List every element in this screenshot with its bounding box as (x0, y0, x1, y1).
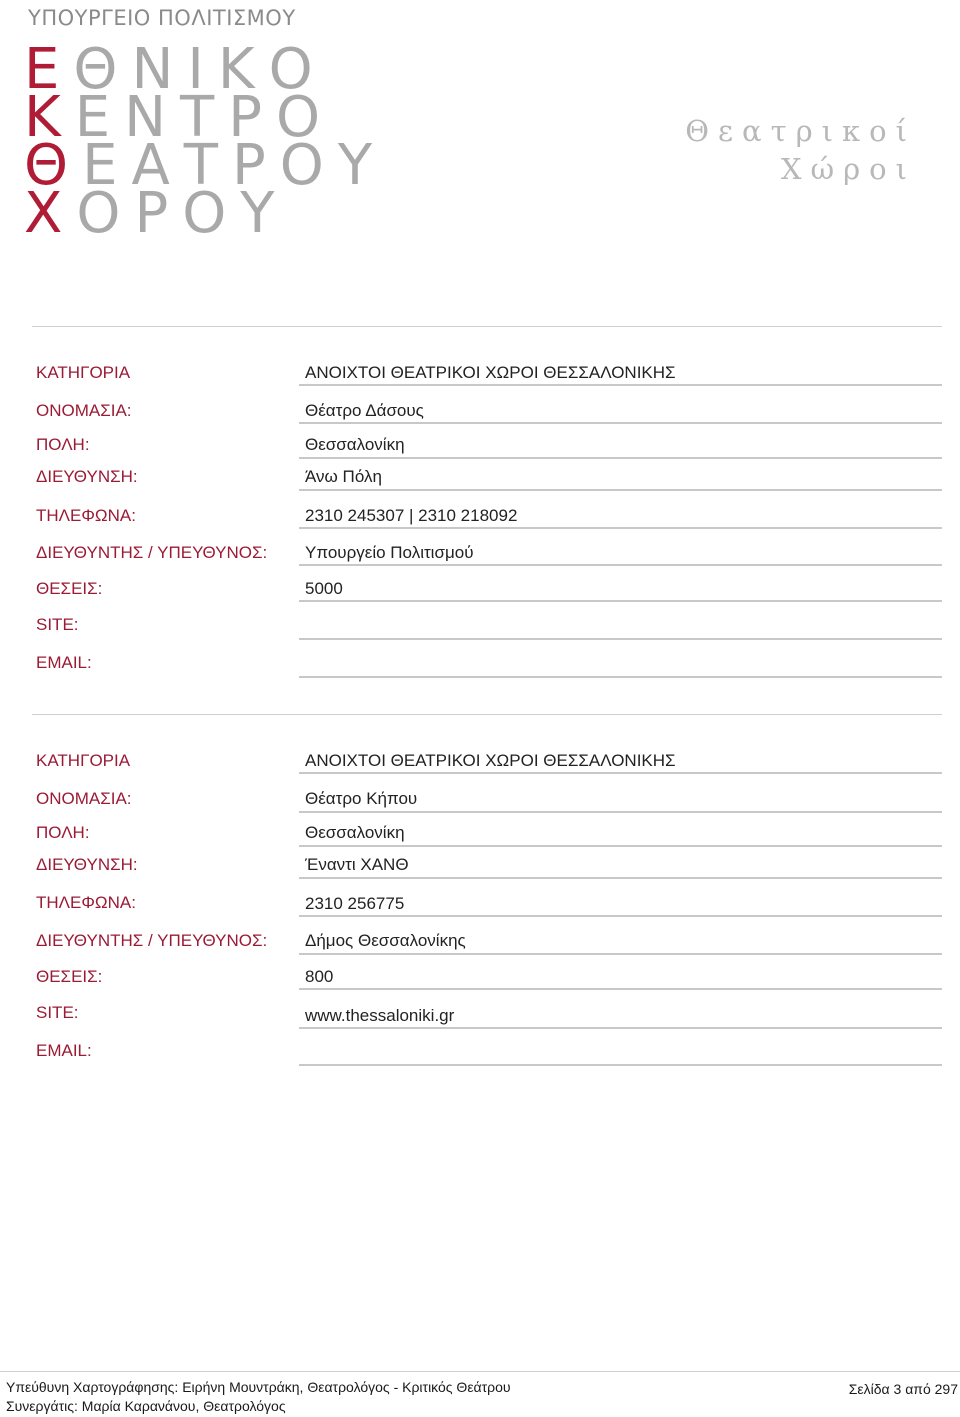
phones-label: ΤΗΛΕΦΩΝΑ: (36, 893, 136, 912)
name-value: Θέατρο Κήπου (305, 789, 418, 808)
address-value: Άνω Πόλη (305, 467, 382, 486)
name-label: ΟΝΟΜΑΣΙΑ: (36, 789, 132, 808)
seats-label: ΘΕΣΕΙΣ: (36, 579, 103, 598)
page-number: Σελίδα 3 από 297 (848, 1381, 958, 1397)
field-underline (299, 845, 942, 847)
seats-label: ΘΕΣΕΙΣ: (36, 967, 103, 986)
director-label: ΔΙΕΥΘΥΝΤΗΣ / ΥΠΕΥΘΥΝΟΣ: (36, 543, 268, 562)
logo-word: ΕΝΤΡΟ (74, 85, 335, 150)
field-underline (299, 1064, 942, 1066)
name-label: ΟΝΟΜΑΣΙΑ: (36, 401, 132, 420)
field-underline (299, 811, 942, 813)
field-underline (299, 384, 942, 386)
category-label: ΚΑΤΗΓΟΡΙΑ (36, 363, 131, 382)
director-value: Υπουργείο Πολιτισμού (305, 543, 474, 562)
logo-word: ΕΑΤΡΟΥ (82, 133, 387, 198)
footer-collaborator: Συνεργάτις: Μαρία Καρανάνου, Θεατρολόγος (6, 1398, 286, 1414)
category-label: ΚΑΤΗΓΟΡΙΑ (36, 751, 131, 770)
email-label: EMAIL: (36, 1041, 92, 1060)
field-underline (299, 489, 942, 491)
field-underline (299, 527, 942, 529)
logo-initial: Χ (24, 181, 77, 246)
field-underline (299, 422, 942, 424)
category-value: ΑΝΟΙΧΤΟΙ ΘΕΑΤΡΙΚΟΙ ΧΩΡΟΙ ΘΕΣΣΑΛΟΝΙΚΗΣ (305, 363, 676, 382)
site-value[interactable]: www.thessaloniki.gr (305, 1006, 455, 1025)
address-value: Έναντι ΧΑΝΘ (305, 855, 409, 874)
logo-line (24, 181, 289, 246)
phones-value: 2310 245307 | 2310 218092 (305, 506, 518, 525)
site-label: SITE: (36, 1003, 79, 1022)
city-label: ΠΟΛΗ: (36, 435, 90, 454)
city-label: ΠΟΛΗ: (36, 823, 90, 842)
field-underline (299, 772, 942, 774)
document-title (685, 112, 916, 188)
section-divider (32, 326, 942, 327)
document-title-line1: Θεατρικοί (685, 114, 916, 148)
document-title-line2: Χώροι (780, 152, 916, 186)
site-label: SITE: (36, 615, 79, 634)
ekthe-logo (24, 37, 387, 246)
ministry-header: ΥΠΟΥΡΓΕΙΟ ΠΟΛΙΤΙΣΜΟΥ (28, 6, 296, 30)
phones-label: ΤΗΛΕΦΩΝΑ: (36, 506, 136, 525)
seats-value: 5000 (305, 579, 343, 598)
city-value: Θεσσαλονίκη (305, 435, 405, 454)
address-label: ΔΙΕΥΘΥΝΣΗ: (36, 467, 138, 486)
field-underline (299, 638, 942, 640)
seats-value: 800 (305, 967, 334, 986)
director-label: ΔΙΕΥΘΥΝΤΗΣ / ΥΠΕΥΘΥΝΟΣ: (36, 931, 268, 950)
logo-initial: Κ (24, 85, 75, 150)
footer-author: Υπεύθυνη Χαρτογράφησης: Ειρήνη Μουντράκη, Θεατρολόγος - Κριτικός Θεάτρου (6, 1379, 511, 1395)
field-underline (299, 457, 942, 459)
director-value: Δήμος Θεσσαλονίκης (305, 931, 466, 950)
field-underline (299, 877, 942, 879)
field-underline (299, 564, 942, 566)
name-value: Θέατρο Δάσους (305, 401, 424, 420)
email-label: EMAIL: (36, 653, 92, 672)
field-underline (299, 676, 942, 678)
logo-word: ΘΝΙΚΟ (73, 37, 327, 102)
category-value: ΑΝΟΙΧΤΟΙ ΘΕΑΤΡΙΚΟΙ ΧΩΡΟΙ ΘΕΣΣΑΛΟΝΙΚΗΣ (305, 751, 676, 770)
section-divider (32, 714, 942, 715)
address-label: ΔΙΕΥΘΥΝΣΗ: (36, 855, 138, 874)
field-underline (299, 988, 942, 990)
field-underline (299, 915, 942, 917)
phones-value: 2310 256775 (305, 894, 405, 913)
field-underline (299, 953, 942, 955)
city-value: Θεσσαλονίκη (305, 823, 405, 842)
logo-initial: Θ (24, 133, 83, 198)
field-underline (299, 600, 942, 602)
logo-word: ΟΡΟΥ (76, 181, 289, 246)
field-underline (299, 1027, 942, 1029)
footer-divider (0, 1371, 960, 1372)
logo-initial: Ε (24, 37, 74, 102)
